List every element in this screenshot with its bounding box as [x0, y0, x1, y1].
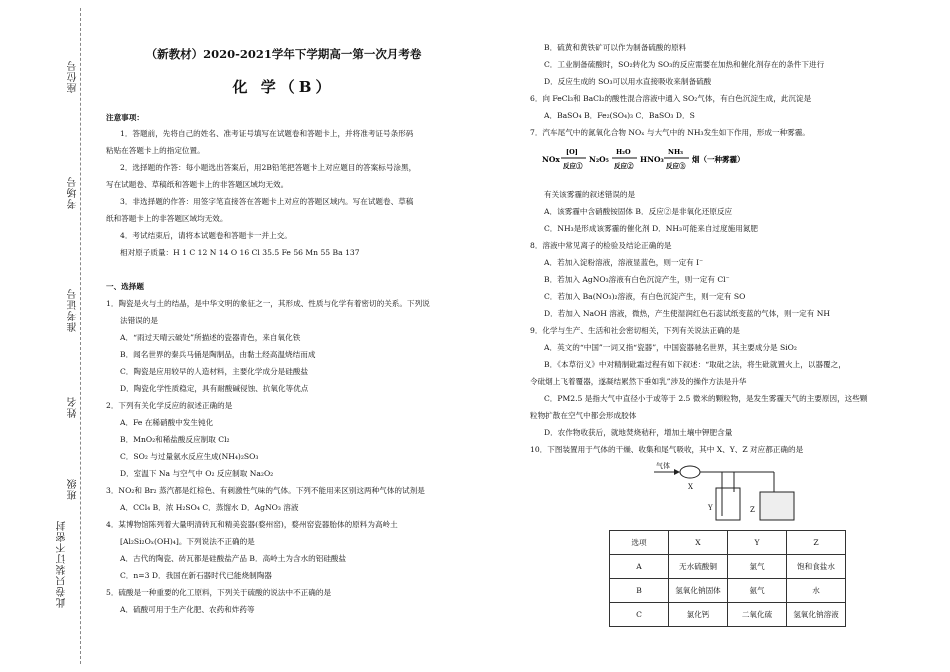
class-label: 班级 — [68, 478, 79, 500]
gas-apparatus-diagram — [650, 458, 810, 526]
table-header: X — [669, 531, 728, 555]
note-line: 3．非选择题的作答：用签字笔直接答在答题卡上对应的答题区域内。写在试题卷、草稿 — [120, 197, 414, 206]
option-line: C．陶瓷是应用较早的人造材料，主要化学成分是硅酸盐 — [120, 367, 309, 376]
question-line: 4．某博物馆陈列着大量明清砖瓦和精美瓷器(婺州窑)，婺州窑瓷器胎体的原料为高岭土 — [106, 520, 398, 529]
table-cell: 氢氧化钠固体 — [669, 579, 728, 603]
question-line: 6．向 FeCl₃和 BaCl₂的酸性混合溶液中通入 SO₂气体，有白色沉淀生成，此沉淀是 — [530, 94, 812, 103]
absorb-beaker — [760, 492, 794, 520]
option-line: D．若加入 NaOH 溶液，微热，产生使湿润红色石蕊试纸变蓝的气体，则一定有 NH — [544, 309, 831, 318]
note-line: 1．答题前，先将自己的姓名、准考证号填写在试题卷和答题卡上，并将准考证号条形码 — [120, 129, 414, 138]
question-line: 8．溶液中常见离子的检验及结论正确的是 — [530, 241, 672, 250]
option-line: C．SO₂ 与过量氨水反应生成(NH₄)₂SO₃ — [120, 452, 259, 461]
table-cell: A — [610, 555, 669, 579]
x-label: X — [688, 483, 693, 491]
ticket-label: 准考证号 — [68, 288, 79, 332]
note-line: 2．选择题的作答：每小题选出答案后，用2B铅笔把答题卡上对应题目的答案标号涂黑， — [120, 163, 417, 172]
option-line: D．室温下 Na 与空气中 O₂ 反应制取 Na₂O₂ — [120, 469, 274, 478]
question-line: 有关该雾霾的叙述错误的是 — [544, 190, 636, 199]
n2o5-text: N₂O₅ — [589, 155, 609, 164]
seat-label: 座位号 — [68, 60, 79, 93]
option-line: A．Fe 在稀硝酸中发生钝化 — [120, 418, 214, 427]
table-row — [610, 555, 846, 579]
option-line: B．硫黄和黄铁矿可以作为制备硫酸的原料 — [544, 43, 687, 52]
option-line: 粒物扩散在空气中都会形成胶体 — [530, 411, 637, 420]
options-table — [609, 530, 846, 627]
atomic-mass-line: 相对原子质量：H 1 C 12 N 14 O 16 Cl 35.5 Fe 56 Mn 55 Ba 137 — [120, 248, 360, 257]
option-line: A．CCl₄ B．浓 H₂SO₄ C．蒸馏水 D．AgNO₃ 溶液 — [120, 503, 299, 512]
table-header-row — [610, 531, 846, 555]
table-cell: 氯化钙 — [669, 603, 728, 627]
option-line: C．n=3 D．我国在新石器时代已能烧制陶器 — [120, 571, 272, 580]
question-line: 1．陶瓷是火与土的结晶，是中华文明的象征之一，其形成、性质与化学有着密切的关系。下列说 — [106, 299, 430, 308]
table-cell: 水 — [787, 579, 846, 603]
option-line: D．反应生成的 SO₃可以用水直接吸收来制备硫酸 — [544, 77, 712, 86]
question-line: 7．汽车尾气中的氮氧化合物 NOₓ 与大气中的 NH₃发生如下作用，形成一种雾霾。 — [530, 128, 810, 137]
option-line: D．农作物收获后，就地焚烧秸秆，增加土壤中钾肥含量 — [544, 428, 733, 437]
exam-room-label: 考场号 — [68, 176, 79, 209]
table-cell: 氯气 — [728, 555, 787, 579]
reaction3-condition: NH₃ — [668, 148, 683, 156]
table-header: Y — [728, 531, 787, 555]
option-line: B．闻名世界的秦兵马俑是陶制品，由黏土经高温烧结而成 — [120, 350, 316, 359]
table-row — [610, 579, 846, 603]
option-line: A．该雾霾中含硝酸铵固体 B．反应②是非氧化还原反应 — [544, 207, 733, 216]
reaction2-label: 反应② — [614, 162, 634, 170]
binding-margin — [0, 0, 100, 672]
drying-tube — [680, 466, 700, 478]
reaction1-label: 反应① — [563, 162, 583, 170]
notes-heading: 注意事项： — [106, 113, 144, 122]
option-line: A．BaSO₄ B．Fe₂(SO₄)₃ C．BaSO₃ D．S — [544, 111, 695, 120]
question-line: 2．下列有关化学反应的叙述正确的是 — [106, 401, 233, 410]
collect-bottle — [716, 488, 740, 520]
z-label: Z — [750, 506, 755, 514]
smog-reaction-scheme — [542, 145, 802, 175]
gas-arrow — [674, 469, 680, 475]
table-cell: B — [610, 579, 669, 603]
reaction2-condition: H₂O — [616, 148, 631, 156]
seal-note: 此卷只装订不密封 — [57, 520, 68, 608]
subject-title: 化 学（B） — [232, 78, 335, 96]
option-line: A．硫酸可用于生产化肥、农药和炸药等 — [120, 605, 255, 614]
option-line: D．陶瓷化学性质稳定，具有耐酸碱侵蚀、抗氧化等优点 — [120, 384, 309, 393]
table-cell: 无水硫酸铜 — [669, 555, 728, 579]
note-line: 纸和答题卡上的非答题区域均无效。 — [106, 214, 228, 223]
binding-line — [80, 8, 81, 664]
table-cell: 氢氧化钠溶液 — [787, 603, 846, 627]
option-line: B．MnO₂和稀盐酸反应制取 Cl₂ — [120, 435, 230, 444]
option-line: 令砒烟上飞着覆器，遂凝结累然下垂如乳”涉及的操作方法是升华 — [530, 377, 747, 386]
note-line: 写在试题卷、草稿纸和答题卡上的非答题区域均无效。 — [106, 180, 289, 189]
question-line: 5．硫酸是一种重要的化工原料，下列关于硫酸的说法中不正确的是 — [106, 588, 332, 597]
note-line: 粘贴在答题卡上的指定位置。 — [106, 146, 205, 155]
reaction3-label: 反应③ — [666, 162, 686, 170]
reaction1-condition: [O] — [566, 148, 578, 156]
gas-label: 气体 — [656, 462, 670, 470]
option-line: C．NH₃是形成该雾霾的催化剂 D．NH₃可能来自过度施用氮肥 — [544, 224, 758, 233]
table-cell: 氨气 — [728, 579, 787, 603]
question-line: 3．NO₂和 Br₂ 蒸汽都是红棕色、有刺激性气味的气体。下列不能用来区别这两种气体的试剂是 — [106, 486, 425, 495]
y-label: Y — [708, 504, 713, 512]
hno3-text: HNO₃ — [640, 155, 664, 164]
table-cell: 饱和食盐水 — [787, 555, 846, 579]
table-header: Z — [787, 531, 846, 555]
option-line: A．若加入淀粉溶液，溶液显蓝色，则一定有 I⁻ — [544, 258, 704, 267]
option-line: A．英文的“中国”一词又指“瓷器”，中国瓷器驰名世界，其主要成分是 SiO₂ — [544, 343, 797, 352]
section-heading: 一、选择题 — [106, 282, 144, 291]
option-line: B．《本草衍义》中对精制砒霜过程有如下叙述：“取砒之法，将生砒就置火上，以器覆之， — [544, 360, 846, 369]
option-line: A．古代的陶瓷、砖瓦都是硅酸盐产品 B．高岭土为含水的铝硅酸盐 — [120, 554, 347, 563]
option-line: C．PM2.5 是指大气中直径小于或等于 2.5 微米的颗粒物，是发生雾霾天气的主要原因，这些颗 — [544, 394, 868, 403]
option-line: A．“雨过天晴云破处”所描述的瓷器青色，来自氧化铁 — [120, 333, 301, 342]
name-label: 姓名 — [68, 396, 79, 418]
table-row — [610, 603, 846, 627]
table-cell: 二氧化硫 — [728, 603, 787, 627]
option-line: B．若加入 AgNO₃溶液有白色沉淀产生，则一定有 Cl⁻ — [544, 275, 730, 284]
table-cell: C — [610, 603, 669, 627]
smoke-text: 烟（一种雾霾） — [692, 155, 745, 164]
question-line: 法错误的是 — [120, 316, 158, 325]
question-line: [Al₂Si₂Oₓ(OH)₄]。下列说法不正确的是 — [120, 537, 255, 546]
question-line: 9．化学与生产、生活和社会密切相关，下列有关说法正确的是 — [530, 326, 740, 335]
nox-text: NOx — [542, 155, 560, 164]
option-line: C．工业制备硫酸时，SO₂转化为 SO₃的反应需要在加热和催化剂存在的条件下进行 — [544, 60, 825, 69]
table-header: 选项 — [610, 531, 669, 555]
question-line: 10．下图装置用于气体的干燥、收集和尾气吸收，其中 X、Y、Z 对应都正确的是 — [530, 445, 804, 454]
note-line: 4．考试结束后，请将本试题卷和答题卡一并上交。 — [120, 231, 292, 240]
option-line: C．若加入 Ba(NO₃)₂溶液，有白色沉淀产生，则一定有 SO — [544, 292, 746, 301]
exam-title: （新教材）2020-2021学年下学期高一第一次月考卷 — [145, 47, 422, 61]
